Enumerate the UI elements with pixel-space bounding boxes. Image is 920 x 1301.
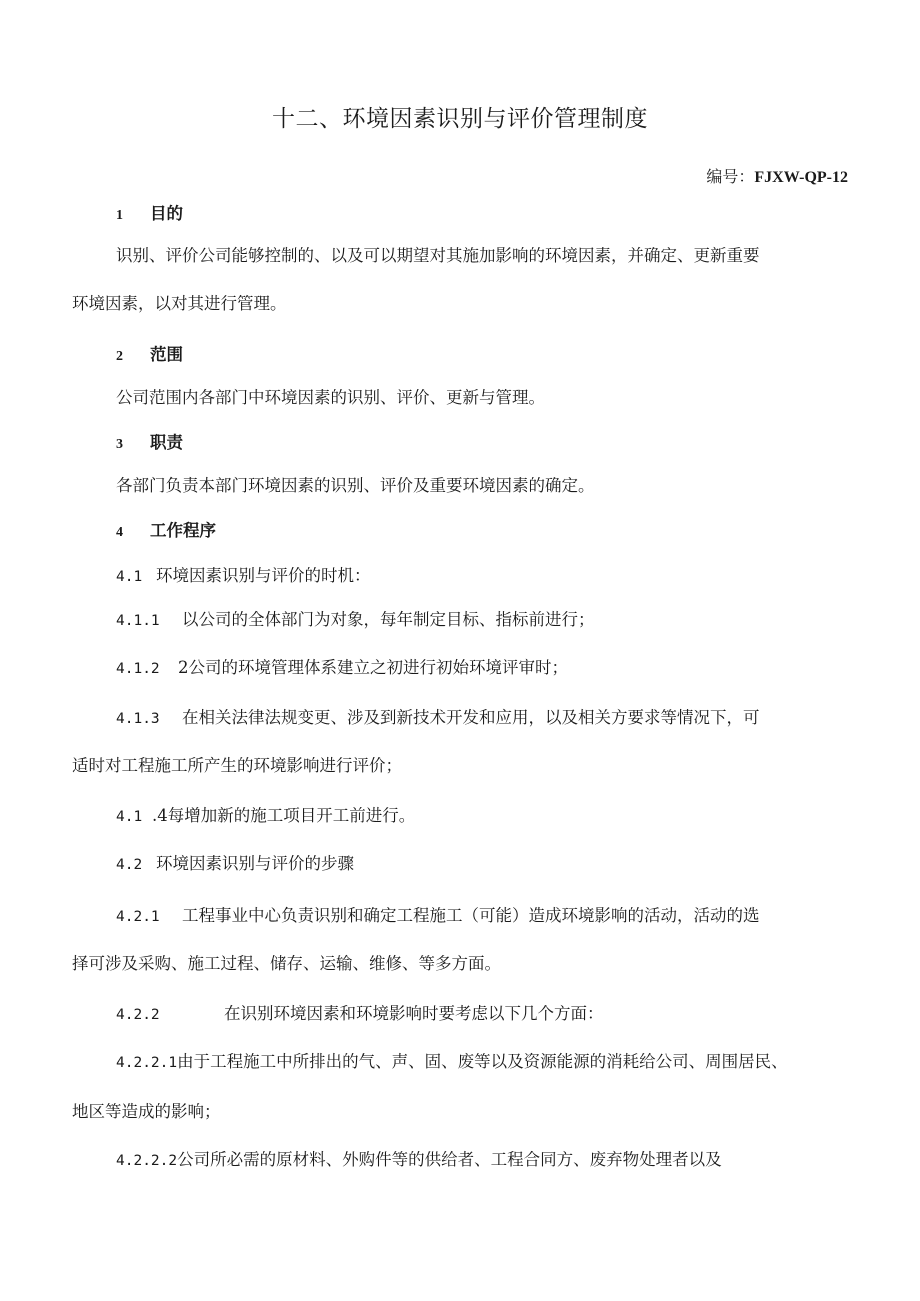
paragraph-line: 适时对工程施工所产生的环境影响进行评价； [72,756,402,775]
clause-4-2-2 [116,1000,604,1024]
clause-4-2 [116,850,354,874]
clause-text: 在识别环境因素和环境影响时要考虑以下几个方面： [224,1004,604,1023]
paragraph-line: 环境因素，以对其进行管理。 [72,294,287,313]
clause-text: 2公司的环境管理体系建立之初进行初始环境评审时； [178,658,568,677]
clause-number: 4.1.2 [116,661,160,677]
clause-4-2-2-2 [116,1146,722,1170]
paragraph-line: 识别、评价公司能够控制的、以及可以期望对其施加影响的环境因素，并确定、更新重要 [116,246,760,265]
document-number-label: 编号： [706,167,755,186]
document-title: 十二、环境因素识别与评价管理制度 [272,106,648,132]
paragraph-line: 择可涉及采购、施工过程、储存、运输、维修、等多方面。 [72,954,501,973]
section-number: 4 [116,525,123,540]
section-heading-3 [116,429,183,453]
clause-text: 工程事业中心负责识别和确定工程施工（可能）造成环境影响的活动，活动的选 [182,906,760,925]
section-number: 3 [116,437,123,452]
section-heading-2 [116,341,183,365]
clause-number: 4.1.3 [116,711,160,727]
clause-text: 环境因素识别与评价的时机： [156,566,371,585]
section-title: 职责 [150,433,183,452]
paragraph-line: 地区等造成的影响； [72,1102,221,1121]
section-number: 1 [116,208,123,223]
clause-text: 环境因素识别与评价的步骤 [156,854,354,873]
section-heading-4 [116,517,216,541]
clause-text: 以公司的全体部门为对象，每年制定目标、指标前进行； [182,610,595,629]
section-title: 工作程序 [150,521,216,540]
section-title: 目的 [150,204,183,223]
clause-number: 4.2 [116,857,143,873]
clause-4-2-2-1 [116,1048,788,1072]
document-number [706,164,848,187]
clause-number: 4.1.1 [116,613,160,629]
clause-4-2-1 [116,902,760,926]
section-title: 范围 [150,345,183,364]
clause-text: .4每增加新的施工项目开工前进行。 [152,806,416,825]
section-number: 2 [116,349,123,364]
clause-text: 在相关法律法规变更、涉及到新技术开发和应用，以及相关方要求等情况下，可 [182,708,760,727]
paragraph-line: 各部门负责本部门环境因素的识别、评价及重要环境因素的确定。 [116,476,595,495]
clause-number: 4.1 [116,809,143,825]
clause-4-1-3 [116,704,760,728]
clause-number: 4.2.2.2 [116,1153,178,1169]
section-heading-1 [116,200,183,224]
clause-4-1-2 [116,654,568,678]
clause-4-1-1 [116,606,595,630]
clause-number: 4.2.2 [116,1007,160,1023]
clause-4-1-4 [116,802,415,826]
clause-text: 由于工程施工中所排出的气、声、固、废等以及资源能源的消耗给公司、周围居民、 [177,1052,788,1071]
clause-text: 公司所必需的原材料、外购件等的供给者、工程合同方、废弃物处理者以及 [177,1150,722,1169]
clause-number: 4.1 [116,569,143,585]
clause-number: 4.2.2.1 [116,1055,178,1071]
document-number-value: FJXW-QP-12 [754,169,848,186]
clause-number: 4.2.1 [116,909,160,925]
clause-4-1 [116,562,371,586]
paragraph-line: 公司范围内各部门中环境因素的识别、评价、更新与管理。 [116,388,545,407]
